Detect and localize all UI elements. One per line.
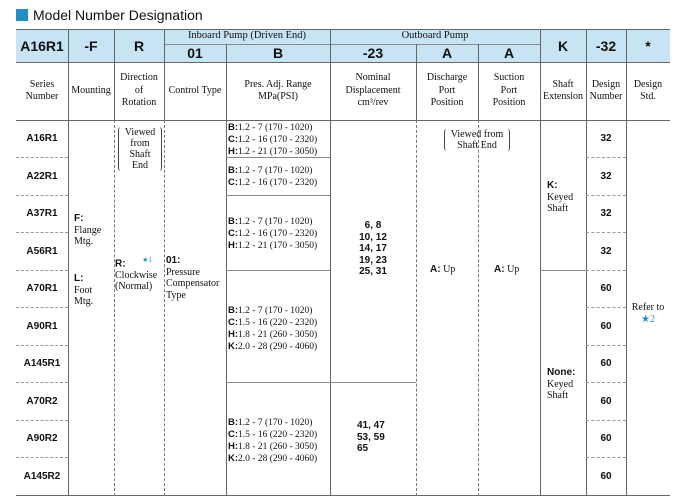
discharge-position: A: Up bbox=[430, 264, 456, 275]
model-designation-table bbox=[16, 29, 670, 496]
design-number-cell: 32 bbox=[600, 208, 612, 219]
range-group-3: B:1.2 - 7 (170 - 1020) C:1.2 - 16 (170 - 2320) H:1.2 - 21 (170 - 3050) bbox=[228, 216, 318, 251]
design-number-cell: 60 bbox=[600, 320, 612, 332]
label-mounting: Mounting bbox=[71, 84, 111, 96]
label-control: Control Type bbox=[168, 84, 222, 96]
series-cell: A145R2 bbox=[23, 470, 61, 482]
series-cell: A16R1 bbox=[26, 133, 58, 144]
displacement-group-2: 41, 47 53, 59 65 bbox=[357, 420, 385, 454]
discharge-note: Viewed from Shaft End bbox=[444, 129, 510, 151]
section-title bbox=[16, 5, 203, 25]
design-number-cell: 32 bbox=[600, 245, 612, 257]
series-cell: A56R1 bbox=[26, 245, 58, 257]
mounting-flange: F: Flange Mtg. bbox=[74, 213, 102, 247]
code-discharge: A bbox=[441, 45, 453, 61]
code-range: B bbox=[272, 45, 284, 61]
shaft-keyed: K: Keyed Shaft bbox=[547, 180, 574, 214]
rotation-clockwise: R: $^{★1}$ Clockwise (Normal) bbox=[115, 256, 158, 293]
label-design-std: Design Std. bbox=[633, 78, 663, 102]
label-range: Pres. Adj. Range MPa(PSI) bbox=[244, 78, 312, 102]
code-design-number: -32 bbox=[595, 37, 617, 54]
label-shaft: Shaft Extension bbox=[543, 78, 583, 102]
design-number-cell: 60 bbox=[600, 283, 612, 294]
label-suction: Suction Port Position bbox=[492, 72, 526, 109]
mounting-foot: L: Foot Mtg. bbox=[74, 273, 94, 307]
range-group-5: B:1.2 - 7 (170 - 1020) C:1.5 - 16 (220 - 2320) H:1.8 - 21 (260 - 3050) K:2.0 - 28 (290 - 4060) bbox=[228, 417, 318, 464]
control-type: 01: Pressure Compensator Type bbox=[166, 255, 220, 301]
title-text: Model Number Designation bbox=[33, 7, 203, 23]
design-number-cell: 32 bbox=[600, 133, 612, 144]
label-design-number: Design Number bbox=[589, 78, 623, 102]
series-cell: A70R2 bbox=[26, 395, 58, 407]
series-cell: A145R1 bbox=[23, 358, 61, 369]
code-displacement: -23 bbox=[362, 45, 384, 61]
group-outboard: Outboard Pump bbox=[401, 30, 469, 42]
design-number-cell: 60 bbox=[600, 470, 612, 482]
code-suction: A bbox=[503, 45, 515, 61]
rotation-note: Viewed from Shaft End bbox=[118, 127, 162, 171]
code-shaft: K bbox=[557, 37, 569, 54]
design-number-cell: 32 bbox=[600, 170, 612, 182]
label-rotation: Direction of Rotation bbox=[120, 72, 158, 109]
label-series: Series Number bbox=[25, 78, 59, 102]
shaft-none: None: Keyed Shaft bbox=[547, 367, 576, 401]
range-group-2: B:1.2 - 7 (170 - 1020) C:1.2 - 16 (170 - 2320) bbox=[228, 165, 318, 188]
series-cell: A22R1 bbox=[26, 170, 58, 182]
design-number-cell: 60 bbox=[600, 395, 612, 407]
design-number-cell: 60 bbox=[600, 358, 612, 369]
code-mounting: -F bbox=[84, 37, 98, 54]
footnote-1-icon: ★1 bbox=[142, 256, 152, 264]
code-rotation: R bbox=[133, 37, 145, 54]
displacement-group-1: 6, 8 10, 12 14, 17 19, 23 25, 31 bbox=[359, 220, 387, 278]
suction-position: A: Up bbox=[494, 264, 520, 275]
footnote-2-icon: ★2 bbox=[641, 314, 655, 325]
design-std-note: Refer to ★2 bbox=[631, 302, 665, 325]
label-displacement: Nominal Displacement cm³/rev bbox=[345, 72, 401, 109]
range-group-1: B:1.2 - 7 (170 - 1020) C:1.2 - 16 (170 - 2320) H:1.2 - 21 (170 - 3050) bbox=[228, 122, 318, 157]
series-cell: A90R2 bbox=[26, 433, 58, 444]
label-discharge: Discharge Port Position bbox=[426, 72, 468, 109]
design-number-cell: 60 bbox=[600, 433, 612, 444]
code-control: 01 bbox=[187, 45, 203, 61]
group-inboard: Inboard Pump (Driven End) bbox=[187, 30, 307, 42]
title-marker-icon bbox=[16, 9, 28, 21]
series-cell: A37R1 bbox=[26, 208, 58, 219]
series-cell: A70R1 bbox=[26, 283, 58, 294]
code-series: A16R1 bbox=[20, 37, 64, 54]
series-cell: A90R1 bbox=[26, 320, 58, 332]
range-group-4: B:1.2 - 7 (170 - 1020) C:1.5 - 16 (220 - 2320) H:1.8 - 21 (260 - 3050) K:2.0 - 28 (290 - 4060) bbox=[228, 305, 318, 352]
code-design-std: * bbox=[645, 37, 651, 54]
